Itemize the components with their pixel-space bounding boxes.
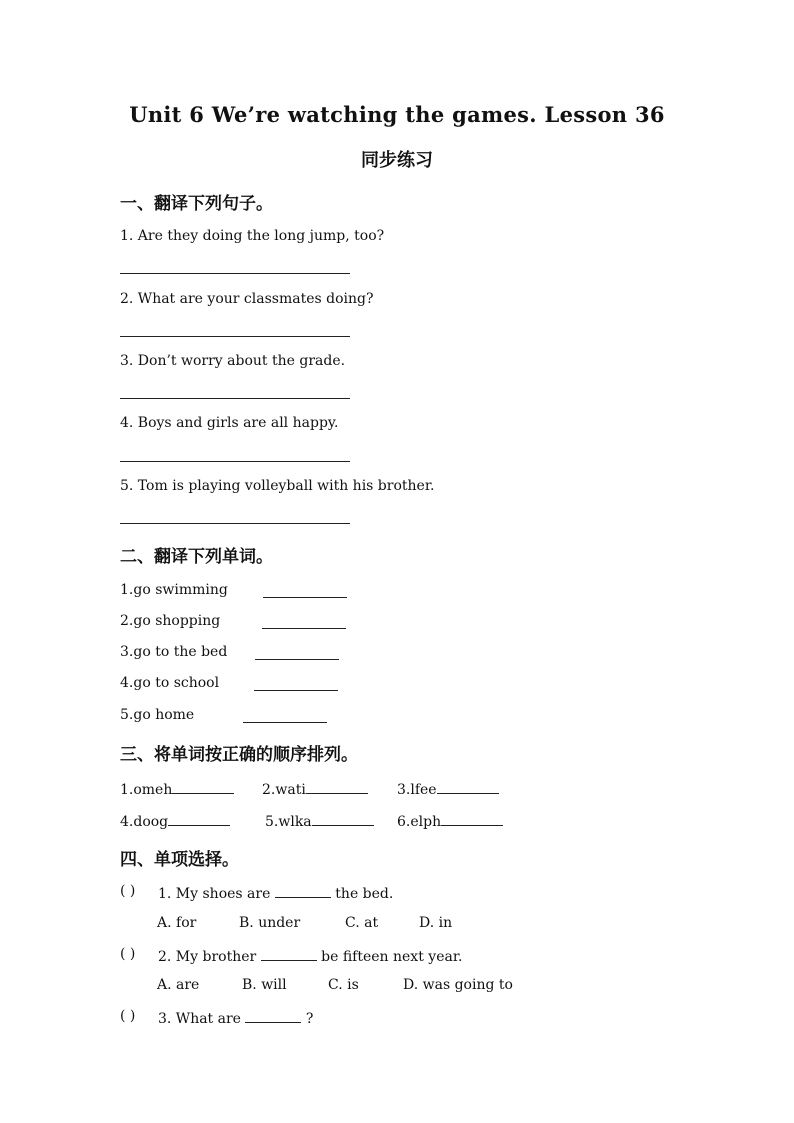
q2-option-b[interactable]: B. will <box>242 977 287 993</box>
unscramble-word: 4.doog <box>120 814 169 830</box>
answer-line-1[interactable] <box>120 273 350 274</box>
answer-line-2[interactable] <box>120 336 350 337</box>
vocab-item-4: 4.go to school <box>120 675 220 691</box>
section-4-heading: 四、单项选择。 <box>120 850 239 870</box>
page-subtitle: 同步练习 <box>361 150 433 171</box>
unscramble-word: 1.omeh <box>120 782 173 798</box>
vocab-blank-3[interactable] <box>255 659 339 660</box>
answer-paren-2[interactable]: ( ) <box>120 946 136 962</box>
unscramble-item-3 <box>397 779 499 798</box>
question-1 <box>158 883 393 902</box>
q1-option-d[interactable]: D. in <box>419 915 453 931</box>
question-1-before: 1. My shoes are <box>158 886 271 902</box>
vocab-blank-2[interactable] <box>262 628 346 629</box>
section-2-heading: 二、翻译下列单词。 <box>120 547 273 567</box>
question-2-blank <box>261 946 317 961</box>
q2-option-a[interactable]: A. are <box>157 977 200 993</box>
unscramble-blank[interactable] <box>441 811 503 826</box>
sentence-4: 4. Boys and girls are all happy. <box>120 415 339 431</box>
sentence-5: 5. Tom is playing volleyball with his brother. <box>120 478 435 494</box>
unscramble-word: 3.lfee <box>397 782 437 798</box>
question-1-after: the bed. <box>335 886 394 902</box>
question-2-before: 2. My brother <box>158 949 257 965</box>
unscramble-blank[interactable] <box>437 779 499 794</box>
question-2 <box>158 946 462 965</box>
unscramble-item-2 <box>262 779 368 798</box>
vocab-item-2: 2.go shopping <box>120 613 221 629</box>
question-3-blank <box>245 1008 301 1023</box>
answer-line-5[interactable] <box>120 523 350 524</box>
q1-option-b[interactable]: B. under <box>239 915 301 931</box>
answer-paren-1[interactable]: ( ) <box>120 883 136 899</box>
question-1-blank <box>275 883 331 898</box>
vocab-blank-4[interactable] <box>254 690 338 691</box>
question-3-after: ? <box>305 1011 314 1027</box>
section-3-heading: 三、将单词按正确的顺序排列。 <box>120 745 358 765</box>
unscramble-word: 6.elph <box>397 814 442 830</box>
unscramble-blank[interactable] <box>172 779 234 794</box>
unscramble-blank[interactable] <box>168 811 230 826</box>
unscramble-blank[interactable] <box>306 779 368 794</box>
vocab-item-1: 1.go swimming <box>120 582 228 598</box>
section-1-heading: 一、翻译下列句子。 <box>120 194 273 214</box>
unscramble-item-6 <box>397 811 503 830</box>
q1-option-c[interactable]: C. at <box>345 915 379 931</box>
vocab-item-3: 3.go to the bed <box>120 644 228 660</box>
answer-paren-3[interactable]: ( ) <box>120 1008 136 1024</box>
unscramble-item-1 <box>120 779 234 798</box>
sentence-2: 2. What are your classmates doing? <box>120 291 374 307</box>
unscramble-item-5 <box>265 811 374 830</box>
question-2-after: be fifteen next year. <box>321 949 463 965</box>
unscramble-word: 5.wlka <box>265 814 312 830</box>
answer-line-4[interactable] <box>120 461 350 462</box>
q2-option-d[interactable]: D. was going to <box>403 977 513 993</box>
question-3-before: 3. What are <box>158 1011 241 1027</box>
answer-line-3[interactable] <box>120 398 350 399</box>
unscramble-blank[interactable] <box>312 811 374 826</box>
unscramble-word: 2.wati <box>262 782 306 798</box>
vocab-blank-5[interactable] <box>243 722 327 723</box>
unscramble-item-4 <box>120 811 230 830</box>
page-title: Unit 6 We’re watching the games. Lesson 36 <box>129 102 665 127</box>
vocab-blank-1[interactable] <box>263 597 347 598</box>
q1-option-a[interactable]: A. for <box>157 915 197 931</box>
sentence-3: 3. Don’t worry about the grade. <box>120 353 346 369</box>
question-3 <box>158 1008 313 1027</box>
sentence-1: 1. Are they doing the long jump, too? <box>120 228 385 244</box>
q2-option-c[interactable]: C. is <box>328 977 359 993</box>
vocab-item-5: 5.go home <box>120 707 195 723</box>
